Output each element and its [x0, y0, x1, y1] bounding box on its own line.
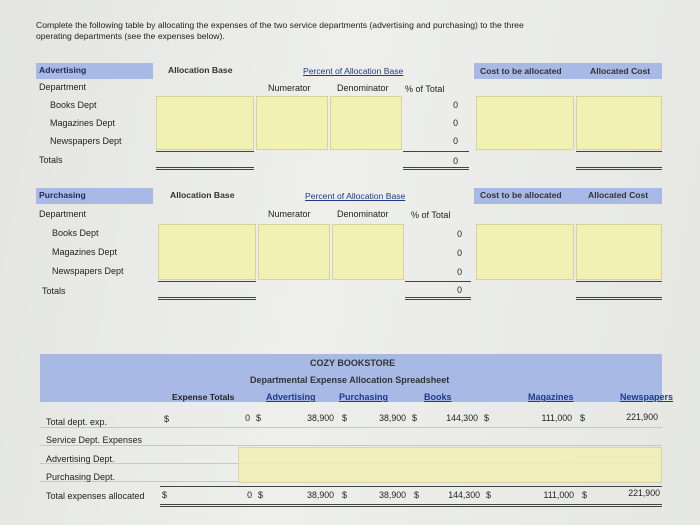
row-total-allocated-label: Total expenses allocated	[46, 491, 145, 501]
adv-numerator-input[interactable]	[256, 96, 328, 150]
pur-percent-header: Percent of Allocation Base	[305, 191, 406, 201]
grid-row-line	[40, 410, 662, 428]
pur-double-line-cost	[576, 297, 662, 300]
col-purchasing: Purchasing	[339, 392, 389, 402]
adv-double-line-pct	[403, 167, 469, 170]
adv-row-books-label: Books Dept	[50, 100, 97, 110]
col-advertising: Advertising	[266, 392, 316, 402]
total-allocated-magazines: 111,000	[543, 490, 574, 500]
total-allocated-expense-total: 0	[247, 490, 252, 500]
adv-row-newspapers-label: Newspapers Dept	[50, 136, 122, 146]
dollar-sign: $	[486, 490, 492, 500]
pur-totals-pct: 0	[457, 285, 462, 295]
pur-double-line-base	[158, 297, 256, 300]
pur-books-pct: 0	[457, 229, 462, 239]
dollar-sign: $	[162, 490, 168, 500]
dollar-sign: $	[582, 490, 588, 500]
pur-denominator-header: Denominator	[337, 209, 389, 219]
pur-allocated-cost-header: Allocated Cost	[588, 190, 649, 200]
adv-double-line-base	[156, 167, 254, 170]
dollar-sign: $	[258, 490, 264, 500]
pur-newspapers-pct: 0	[457, 267, 462, 277]
adv-allocation-base-header: Allocation Base	[168, 65, 233, 75]
pur-allocation-base-input[interactable]	[158, 224, 256, 280]
dollar-sign: $	[342, 413, 348, 423]
pur-total-line-cost	[576, 281, 662, 282]
adv-row-magazines-label: Magazines Dept	[50, 118, 116, 128]
adv-total-line-cost	[576, 151, 662, 152]
total-allocated-purchasing: 38,900	[379, 490, 406, 500]
total-allocated-newspapers: 221,900	[628, 488, 660, 498]
pur-allocated-cost-input[interactable]	[576, 224, 662, 280]
adv-books-pct: 0	[453, 100, 458, 110]
dollar-sign: $	[256, 413, 262, 423]
row-advertising-dept-label: Advertising Dept.	[46, 454, 115, 464]
pur-total-line-base	[158, 281, 256, 282]
adv-denominator-header: Denominator	[337, 83, 389, 93]
adv-title: Advertising	[39, 65, 87, 75]
adv-allocated-cost-header: Allocated Cost	[590, 66, 651, 76]
spreadsheet-title: COZY BOOKSTORE	[310, 358, 396, 368]
adv-numerator-header: Numerator	[268, 83, 311, 93]
adv-cost-to-allocate-input[interactable]	[476, 96, 574, 150]
dollar-sign: $	[342, 490, 348, 500]
pur-pct-total-header: % of Total	[411, 210, 451, 220]
adv-percent-header: Percent of Allocation Base	[303, 66, 404, 76]
allocation-input-area[interactable]	[238, 447, 662, 483]
dollar-sign: $	[414, 490, 420, 500]
row-service-dept-label: Service Dept. Expenses	[46, 435, 143, 445]
adv-pct-total-header: % of Total	[405, 84, 445, 94]
total-dept-exp-expense-total: 0	[245, 413, 250, 423]
adv-totals-pct: 0	[453, 156, 458, 166]
row-purchasing-dept-label: Purchasing Dept.	[46, 472, 116, 482]
total-dept-exp-purchasing: 38,900	[379, 413, 406, 423]
col-magazines: Magazines	[528, 392, 574, 402]
adv-total-line-pct	[403, 151, 469, 152]
pur-cost-to-allocate-input[interactable]	[476, 224, 574, 280]
adv-totals-label: Totals	[39, 155, 63, 165]
pur-totals-label: Totals	[42, 286, 66, 296]
total-allocated-books: 144,300	[448, 490, 480, 500]
pur-numerator-header: Numerator	[268, 209, 311, 219]
adv-newspapers-pct: 0	[453, 136, 458, 146]
pur-row-magazines-label: Magazines Dept	[52, 247, 118, 257]
pur-row-newspapers-label: Newspapers Dept	[52, 266, 124, 276]
adv-cost-to-allocate-header: Cost to be allocated	[480, 66, 562, 76]
pur-title: Purchasing	[39, 190, 86, 200]
col-newspapers: Newspapers	[620, 392, 674, 402]
adv-double-line-cost	[576, 167, 662, 170]
total-dept-exp-newspapers: 221,900	[626, 412, 658, 422]
total-allocated-advertising: 38,900	[307, 490, 334, 500]
adv-magazines-pct: 0	[453, 118, 458, 128]
adv-department-label: Department	[39, 82, 87, 92]
pur-department-label: Department	[39, 209, 87, 219]
row-total-dept-exp-label: Total dept. exp.	[46, 417, 108, 427]
pur-magazines-pct: 0	[457, 248, 462, 258]
pur-row-books-label: Books Dept	[52, 228, 99, 238]
total-dept-exp-books: 144,300	[446, 413, 478, 423]
total-allocated-top-line	[160, 486, 662, 487]
pur-double-line-pct	[405, 297, 471, 300]
col-books: Books	[424, 392, 452, 402]
adv-denominator-input[interactable]	[330, 96, 402, 150]
dollar-sign: $	[580, 413, 586, 423]
dollar-sign: $	[164, 414, 170, 424]
total-dept-exp-advertising: 38,900	[307, 413, 334, 423]
spreadsheet-subtitle: Departmental Expense Allocation Spreadsheet	[250, 375, 450, 385]
col-expense-totals: Expense Totals	[172, 392, 235, 402]
total-dept-exp-magazines: 111,000	[541, 413, 572, 423]
pur-cost-to-allocate-header: Cost to be allocated	[480, 190, 562, 200]
adv-total-line-base	[156, 151, 254, 152]
pur-numerator-input[interactable]	[258, 224, 330, 280]
dollar-sign: $	[412, 413, 418, 423]
total-allocated-double-line	[160, 504, 662, 507]
pur-denominator-input[interactable]	[332, 224, 404, 280]
pur-allocation-base-header: Allocation Base	[170, 190, 235, 200]
adv-allocated-cost-input[interactable]	[576, 96, 662, 150]
instructions-text: Complete the following table by allocating the expenses of the two service departments (advertising and purchasing) to the three operating departments (see the expenses below).	[36, 20, 524, 41]
dollar-sign: $	[484, 413, 490, 423]
adv-allocation-base-input[interactable]	[156, 96, 254, 150]
pur-total-line-pct	[405, 281, 471, 282]
